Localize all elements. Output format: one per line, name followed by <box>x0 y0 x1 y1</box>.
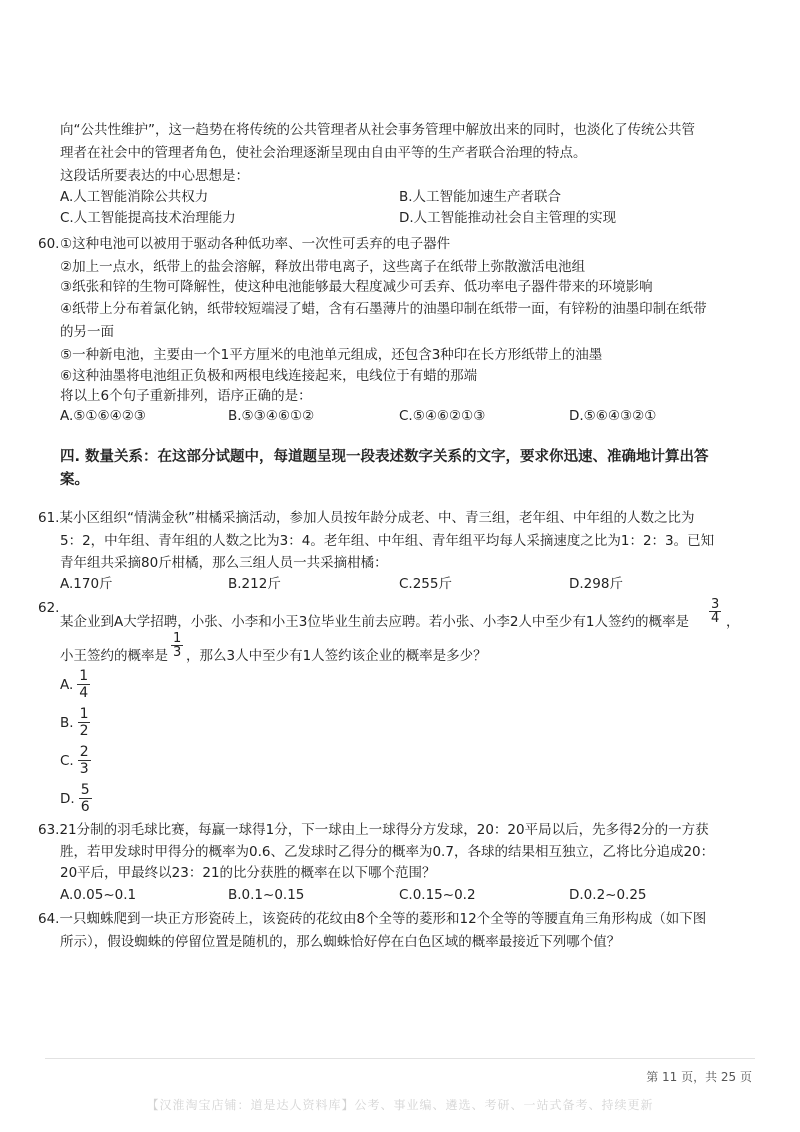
q59-option-d: D.人工智能推动社会自主管理的实现 <box>399 210 617 226</box>
q61-line-1: 61.某小区组织“情满金秋”柑橘采摘活动，参加人员按年龄分成老、中、青三组，老年组、中年组的人数之比为 <box>38 510 695 526</box>
section-heading <box>60 446 750 492</box>
q60-sentence-2: ②加上一点水，纸带上的盐会溶解，释放出带电离子，这些离子在纸带上弥散激活电池组 <box>60 259 586 275</box>
q62-line-2-start: 小王签约的概率是 <box>60 648 168 664</box>
q60-sentence-6: ⑥这种油墨将电池组正负极和两根电线连接起来，电线位于有蜡的那端 <box>60 368 478 384</box>
q62-option-d <box>60 782 92 815</box>
fraction-denominator: 6 <box>80 799 90 815</box>
fraction-numerator: 1 <box>79 706 89 722</box>
q62-fraction-three-quarters <box>709 598 721 625</box>
q59-option-b: B.人工智能加速生产者联合 <box>399 189 562 205</box>
q61-option-a: A.170斤 <box>60 576 113 592</box>
fraction-denominator: 3 <box>173 645 182 660</box>
option-letter: B. <box>60 714 74 731</box>
option-letter: A. <box>60 676 74 693</box>
q60-option-d: D.⑤⑥④③②① <box>569 408 657 424</box>
q63-line-1: 63.21分制的羽毛球比赛，每赢一球得1分，下一球由上一球得分方发球，20：20平局以后，先多得2分的一方获 <box>38 822 709 838</box>
q59-paragraph-line-2: 理者在社会中的管理者角色，使社会治理逐渐呈现由自由平等的生产者联合治理的特点。 <box>60 145 587 161</box>
q61-line-2: 5：2，中年组、青年组的人数之比为3：4。老年组、中年组、青年组平均每人采摘速度之比为1：2：3。已知 <box>60 533 715 549</box>
q59-prompt: 这段话所要表达的中心思想是： <box>60 168 249 184</box>
q61-options <box>60 574 760 594</box>
q63-options <box>60 885 760 905</box>
q61-option-d: D.298斤 <box>569 576 623 592</box>
fraction-denominator: 2 <box>79 723 89 739</box>
q62-fraction-one-third <box>171 632 183 659</box>
q63-option-d: D.0.2~0.25 <box>569 887 647 903</box>
q62-option-a <box>60 668 90 701</box>
q60-option-c: C.⑤④⑥②①③ <box>399 408 486 424</box>
q61-option-c: C.255斤 <box>399 576 452 592</box>
fraction-denominator: 4 <box>79 685 89 701</box>
q64-line-1: 64.一只蜘蛛爬到一块正方形瓷砖上，该瓷砖的花纹由8个全等的菱形和12个全等的等腰直角三角形构成（如下图 <box>38 911 707 927</box>
q62-option-b <box>60 706 90 739</box>
q60-number: 60. <box>38 236 60 252</box>
footer-divider <box>45 1058 755 1059</box>
q63-option-c: C.0.15~0.2 <box>399 887 476 903</box>
q63-option-b: B.0.1~0.15 <box>228 887 305 903</box>
q60-option-a: A.⑤①⑥④②③ <box>60 408 146 424</box>
q60-option-b: B.⑤③④⑥①② <box>228 408 315 424</box>
q62-line-2-end: ，那么3人中至少有1人签约该企业的概率是多少？ <box>186 648 487 664</box>
fraction-numerator: 5 <box>80 782 90 798</box>
q62-number: 62. <box>38 600 60 616</box>
option-letter: D. <box>60 790 75 807</box>
q64-line-2: 所示），假设蜘蛛的停留位置是随机的，那么蜘蛛恰好停在白色区域的概率最接近下列哪个值？ <box>60 934 621 950</box>
q61-line-3: 青年组共采摘80斤柑橘，那么三组人员一共采摘柑橘： <box>60 555 388 571</box>
fraction-numerator: 1 <box>173 631 182 646</box>
q63-line-2: 胜，若甲发球时甲得分的概率为0.6、乙发球时乙得分的概率为0.7，各球的结果相互独立，乙将比分追成20： <box>60 844 715 860</box>
option-letter: C. <box>60 752 74 769</box>
q62-line-1-end: ， <box>726 614 740 630</box>
q60-sentence-3: ③纸张和锌的生物可降解性，使这种电池能够最大程度减少可丢弃、低功率电子器件带来的环境影响 <box>60 279 653 295</box>
fraction-numerator: 1 <box>79 668 89 684</box>
fraction-denominator: 3 <box>79 761 89 777</box>
q63-line-3: 20平后，甲最终以23：21的比分获胜的概率在以下哪个范围？ <box>60 865 436 881</box>
q60-options <box>60 406 760 426</box>
q60-sentence-4-cont: 的另一面 <box>60 324 114 340</box>
q62-line-1: 某企业到A大学招聘，小张、小李和小王3位毕业生前去应聘。若小张、小李2人中至少有1人签约的概率是 <box>60 614 690 630</box>
q59-option-a: A.人工智能消除公共权力 <box>60 189 209 205</box>
q60-prompt: 将以上6个句子重新排列，语序正确的是： <box>60 388 312 404</box>
q59-paragraph-line-1: 向“公共性维护”，这一趋势在将传统的公共管理者从社会事务管理中解放出来的同时，也淡化了传统公共管 <box>60 122 695 138</box>
section-heading-line-1: 四. 数量关系：在这部分试题中，每道题呈现一段表述数字关系的文字，要求你迅速、准确地计算出答 <box>60 449 709 465</box>
q62-option-c <box>60 744 91 777</box>
fraction-numerator: 3 <box>711 597 720 612</box>
q60-sentence-4: ④纸带上分布着氯化钠，纸带较短端浸了蜡，含有石墨薄片的油墨印制在纸带一面，有锌粉的油墨印制在纸带 <box>60 301 707 317</box>
q60-sentence-1: ①这种电池可以被用于驱动各种低功率、一次性可丢弃的电子器件 <box>60 236 451 252</box>
q60-sentence-5: ⑤一种新电池，主要由一个1平方厘米的电池单元组成，还包含3种印在长方形纸带上的油墨 <box>60 347 603 363</box>
fraction-numerator: 2 <box>79 744 89 760</box>
section-heading-line-2: 案。 <box>60 472 89 488</box>
fraction-denominator: 4 <box>711 611 720 626</box>
q61-option-b: B.212斤 <box>228 576 281 592</box>
q63-option-a: A.0.05~0.1 <box>60 887 137 903</box>
q59-option-c: C.人工智能提高技术治理能力 <box>60 210 236 226</box>
watermark-text: 【汉淮淘宝店铺：道是达人资料库】公考、事业编、遴选、考研、一站式备考、持续更新 <box>146 1098 654 1112</box>
page-number: 第 11 页，共 25 页 <box>646 1070 752 1084</box>
